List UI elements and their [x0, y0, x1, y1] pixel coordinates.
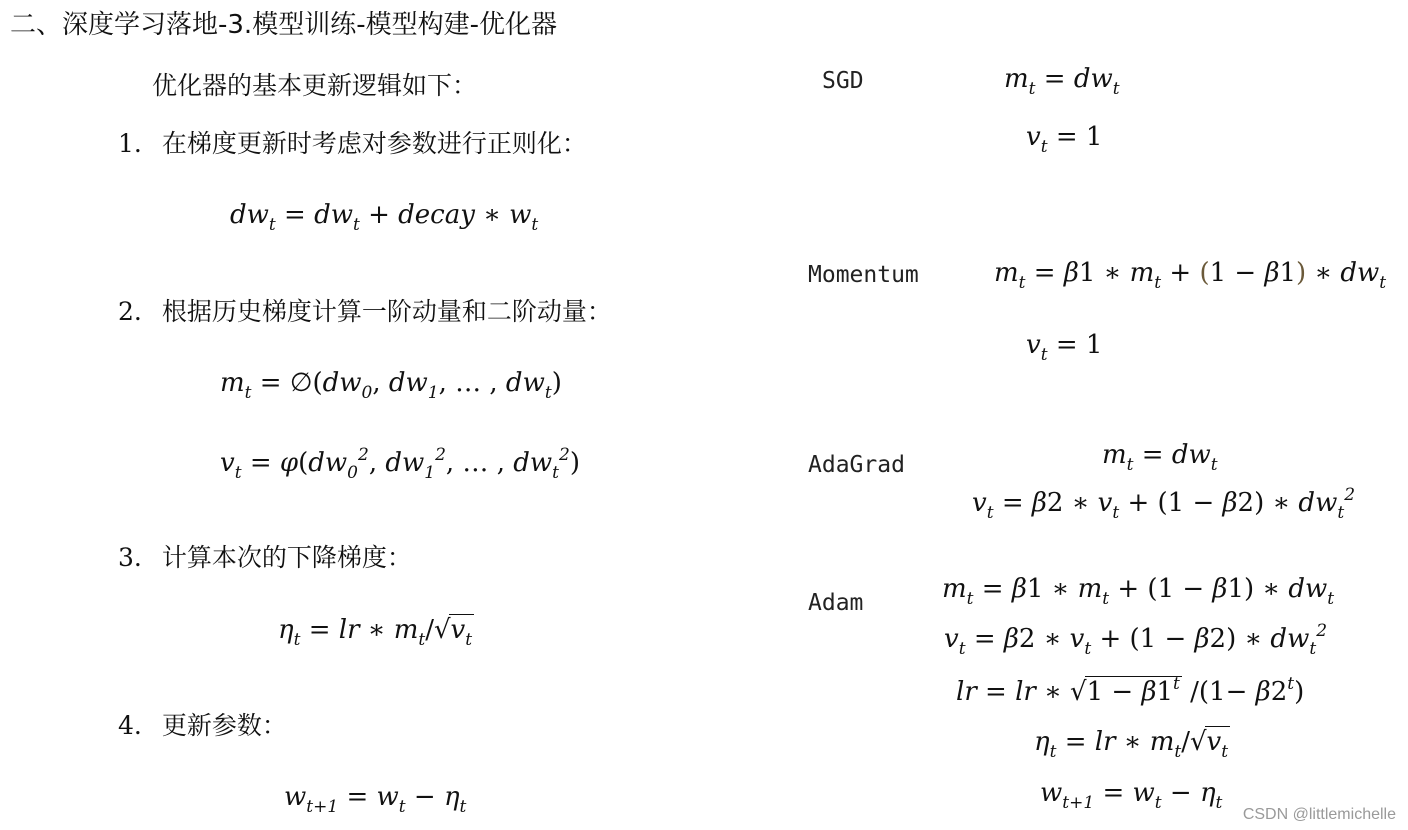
step-text: 计算本次的下降梯度：: [161, 543, 412, 572]
equation-first-moment: $m_t$ = $\emptyset(dw_0$, $dw_1$, … , $dw_t$): [220, 368, 562, 403]
adam-eta-equation: $\eta_t$ = lr ∗ $m_t/√v_t$: [1034, 727, 1229, 762]
adam-m-equation: $m_t = \beta 1$ ∗ $m_t + (1 - \beta 1)$ ∗ $dw_t$: [942, 574, 1335, 609]
optimizer-label-adagrad: AdaGrad: [808, 452, 905, 478]
step-text: 更新参数：: [161, 711, 287, 740]
adam-w-equation: $w_{t+1} = w_t - \eta_t$: [1040, 778, 1223, 813]
sgd-v-equation: $v_t = 1$: [1026, 122, 1103, 157]
adagrad-m-equation: $m_t = dw_t$: [1102, 440, 1218, 475]
momentum-m-equation: $m_t = \beta 1$ ∗ $m_t + (1 - \beta 1)$ ∗ $dw_t$: [994, 258, 1387, 293]
watermark: CSDN @littlemichelle: [1242, 806, 1396, 823]
adam-v-equation: $v_t = \beta 2$ ∗ $v_t + (1 - \beta 2)$ ∗ $dw_t^2$: [944, 621, 1328, 659]
equation-descent: $\eta_t$ = lr ∗ $m_t/√v_t$: [278, 615, 473, 650]
sgd-m-equation: $m_t = dw_t$: [1004, 64, 1120, 99]
intro-text: 优化器的基本更新逻辑如下：: [152, 71, 478, 100]
equation-regularize: $dw_t = dw_t$ + decay ∗ $w_t$: [230, 200, 539, 235]
momentum-v-equation: $v_t = 1$: [1026, 330, 1103, 365]
adagrad-v-equation: $v_t = \beta 2$ ∗ $v_t + (1 - \beta 2)$ ∗ $dw_t^2$: [972, 485, 1356, 523]
step-number: 2.: [118, 297, 142, 326]
optimizer-label-adam: Adam: [808, 590, 864, 616]
adam-lr-equation: lr = lr ∗ $√1 - \beta 1^t$ $/(1- \beta 2^t)$: [956, 674, 1305, 707]
step-number: 3.: [118, 543, 142, 572]
step-2: [118, 292, 612, 328]
step-1: [118, 124, 587, 160]
step-number: 1.: [118, 129, 142, 158]
step-4: [118, 706, 287, 742]
page-title: 二、深度学习落地-3.模型训练-模型构建-优化器: [10, 10, 557, 40]
optimizer-label-momentum: Momentum: [808, 262, 919, 288]
step-number: 4.: [118, 711, 142, 740]
equation-second-moment: $v_t = \varphi(dw_0^2$, $dw_1^2$, … , $dw_t^2$): [220, 445, 580, 483]
step-3: [118, 538, 412, 574]
equation-update: $w_{t+1} = w_t - \eta_t$: [284, 782, 467, 817]
step-text: 在梯度更新时考虑对参数进行正则化：: [161, 129, 587, 158]
step-text: 根据历史梯度计算一阶动量和二阶动量：: [161, 297, 612, 326]
optimizer-label-sgd: SGD: [822, 68, 864, 94]
